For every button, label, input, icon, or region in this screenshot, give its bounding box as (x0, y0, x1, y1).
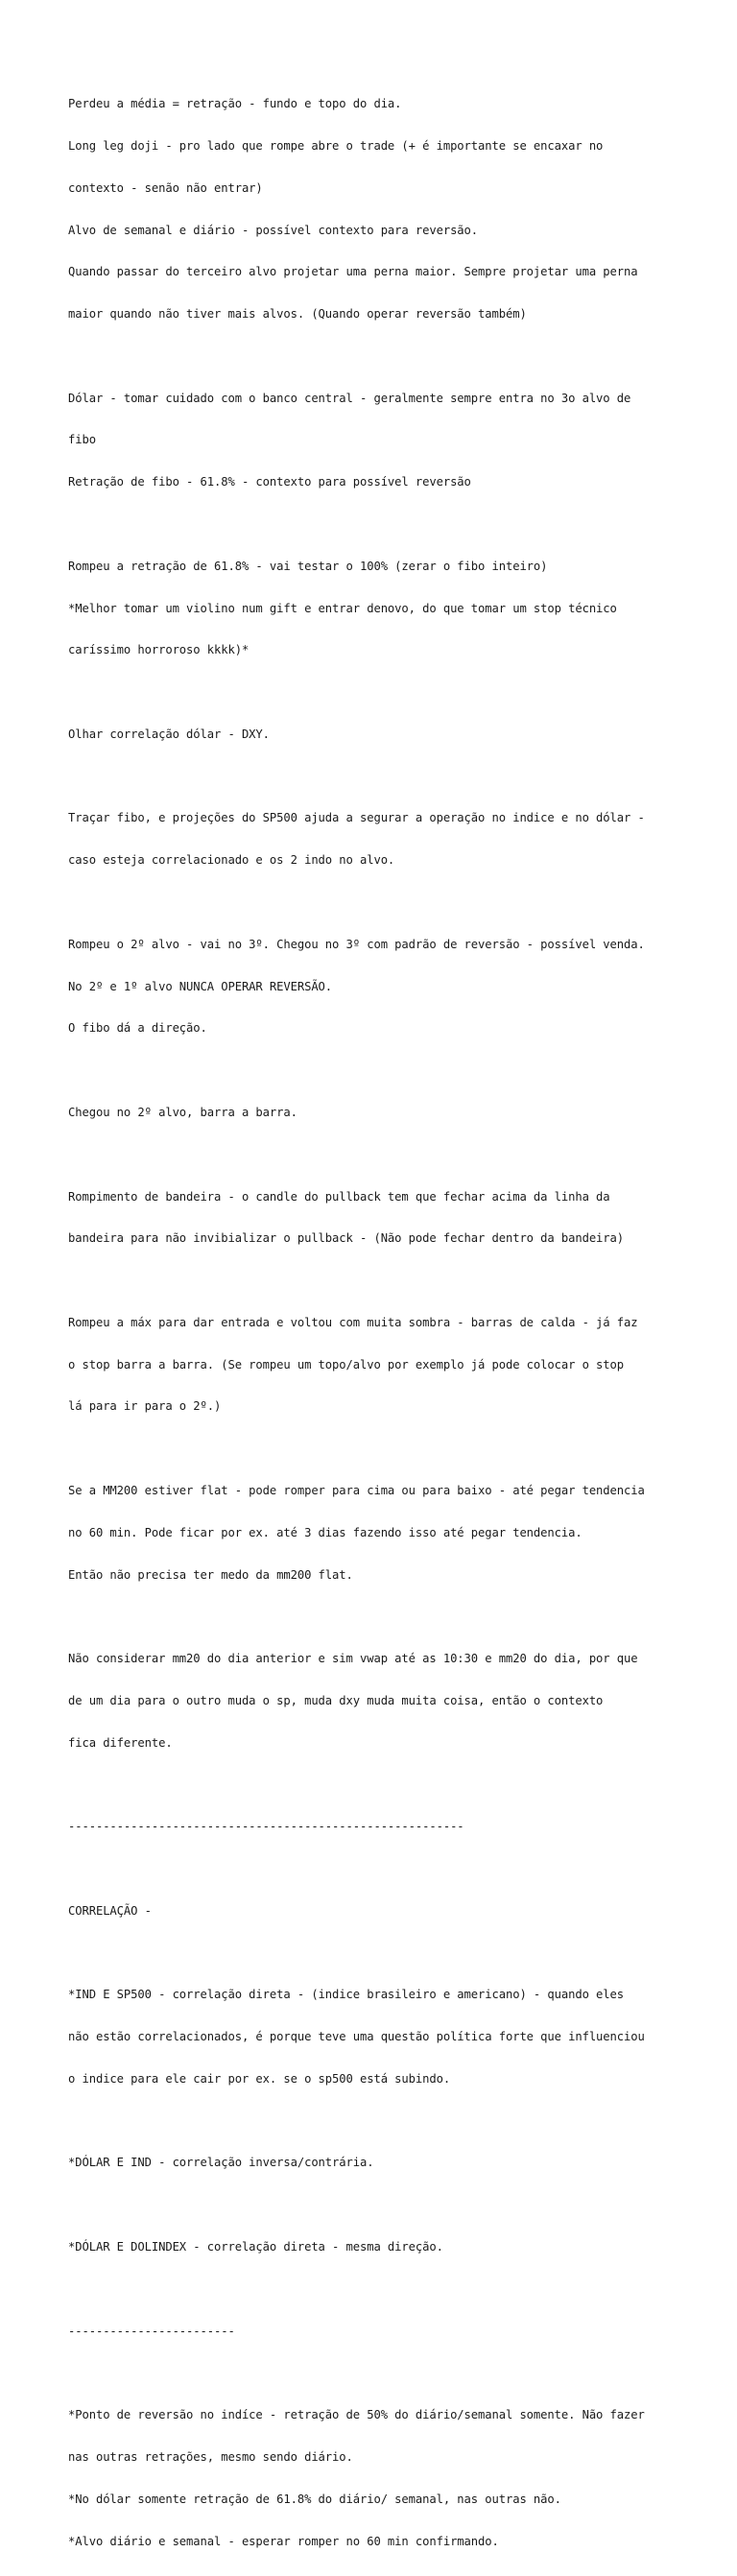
text-line: lá para ir para o 2º.) (68, 1399, 222, 1414)
text-line: Retração de fibo - 61.8% - contexto para possível reversão (68, 475, 471, 489)
paragraph-rompeu-max (68, 1288, 682, 1443)
paragraph-gap (68, 349, 682, 364)
paragraph-gap (68, 1274, 682, 1288)
text-line: Rompimento de bandeira - o candle do pullback tem que fechar acima da linha da (68, 1189, 610, 1204)
section-heading-correlacao (68, 1876, 682, 1946)
paragraph-gap (68, 1063, 682, 1078)
text-line: fica diferente. (68, 1735, 173, 1750)
text-line: nas outras retrações, mesmo sendo diário. (68, 2449, 353, 2464)
paragraph-gap (68, 1946, 682, 1961)
paragraph-rompeu-2-alvo (68, 910, 682, 1064)
paragraph-gap (68, 1862, 682, 1876)
text-line: Não considerar mm20 do dia anterior e sim vwap até as 10:30 e mm20 do dia, por que (68, 1652, 638, 1666)
document-body (68, 69, 682, 2576)
paragraph-dolar-dolindex (68, 2212, 682, 2282)
text-line: *Ponto de reversão no indíce - retração de 50% do diário/semanal somente. Não fazer (68, 2408, 645, 2422)
paragraph-mm200-flat (68, 1456, 682, 1610)
paragraph-gap (68, 1610, 682, 1624)
paragraph-media-retracao (68, 69, 682, 349)
paragraph-ind-sp500 (68, 1960, 682, 2114)
text-line: Olhar correlação dólar - DXY. (68, 727, 270, 741)
paragraph-dolar-ind (68, 2128, 682, 2198)
paragraph-mm20-vwap (68, 1624, 682, 1778)
paragraph-gap (68, 517, 682, 532)
text-line: Dólar - tomar cuidado com o banco central - geralmente sempre entra no 3o alvo de (68, 391, 631, 405)
text-line: O fibo dá a direção. (68, 1021, 207, 1036)
text-line: Se a MM200 estiver flat - pode romper para cima ou para baixo - até pegar tendencia (68, 1483, 645, 1497)
text-line: CORRELAÇÃO - (68, 1903, 152, 1918)
text-line: Então não precisa ter medo da mm200 flat. (68, 1567, 353, 1582)
text-line: caso esteja correlacionado e os 2 indo no alvo. (68, 853, 395, 868)
text-line: fibo (68, 433, 96, 447)
text-line: ------------------------ (68, 2324, 235, 2338)
text-line: Long leg doji - pro lado que rompe abre o trade (+ é importante se encaxar no (68, 138, 604, 153)
paragraph-gap (68, 1442, 682, 1456)
paragraph-rompeu-retracao (68, 532, 682, 686)
text-line: *Melhor tomar um violino num gift e entrar denovo, do que tomar um stop técnico (68, 601, 617, 615)
text-line: contexto - senão não entrar) (68, 180, 263, 195)
text-line: Perdeu a média = retração - fundo e topo do dia. (68, 97, 402, 111)
text-line: o stop barra a barra. (Se rompeu um topo/alvo por exemplo já pode colocar o stop (68, 1357, 625, 1371)
text-line: Rompeu o 2º alvo - vai no 3º. Chegou no 3º com padrão de reversão - possível venda. (68, 937, 645, 951)
paragraph-ponto-reversao (68, 2380, 682, 2576)
paragraph-gap (68, 2366, 682, 2380)
text-line: Chegou no 2º alvo, barra a barra. (68, 1105, 297, 1119)
paragraph-correlacao-dxy (68, 700, 682, 770)
text-line: Rompeu a retração de 61.8% - vai testar o 100% (zerar o fibo inteiro) (68, 559, 548, 573)
text-line: de um dia para o outro muda o sp, muda dxy muda muita coisa, então o contexto (68, 1693, 604, 1707)
text-line: Traçar fibo, e projeções do SP500 ajuda a segurar a operação no indice e no dólar - (68, 811, 645, 825)
paragraph-tracar-fibo (68, 783, 682, 895)
text-line: caríssimo horroroso kkkk)* (68, 643, 250, 657)
text-line: *Alvo diário e semanal - esperar romper no 60 min confirmando. (68, 2534, 499, 2548)
text-line: Quando passar do terceiro alvo projetar uma perna maior. Sempre projetar uma perna (68, 265, 638, 279)
text-line: maior quando não tiver mais alvos. (Quando operar reversão também) (68, 307, 527, 322)
paragraph-rompimento-bandeira (68, 1161, 682, 1274)
paragraph-chegou-2-alvo (68, 1078, 682, 1148)
text-line: *DÓLAR E IND - correlação inversa/contrária. (68, 2156, 374, 2170)
text-line: no 60 min. Pode ficar por ex. até 3 dias fazendo isso até pegar tendencia. (68, 1525, 582, 1539)
text-line: *No dólar somente retração de 61.8% do diário/ semanal, nas outras não. (68, 2492, 561, 2506)
paragraph-gap (68, 2198, 682, 2212)
text-line: Rompeu a máx para dar entrada e voltou com muita sombra - barras de calda - já faz (68, 1315, 638, 1329)
text-line: No 2º e 1º alvo NUNCA OPERAR REVERSÃO. (68, 979, 333, 993)
text-line: --------------------------------------------------------- (68, 1820, 464, 1834)
paragraph-gap (68, 1148, 682, 1162)
text-line: *IND E SP500 - correlação direta - (indice brasileiro e americano) - quando eles (68, 1988, 625, 2002)
paragraph-gap (68, 2282, 682, 2297)
text-line: não estão correlacionados, é porque teve uma questão política forte que influenciou (68, 2030, 645, 2044)
separator-long (68, 1792, 682, 1862)
paragraph-dolar-banco-central (68, 363, 682, 517)
paragraph-gap (68, 2114, 682, 2129)
text-line: Alvo de semanal e diário - possível contexto para reversão. (68, 223, 479, 237)
paragraph-gap (68, 895, 682, 910)
paragraph-gap (68, 770, 682, 784)
separator-short (68, 2296, 682, 2366)
paragraph-gap (68, 1777, 682, 1792)
text-line: bandeira para não invibializar o pullback - (Não pode fechar dentro da bandeira) (68, 1231, 625, 1246)
text-line: o indice para ele cair por ex. se o sp500 está subindo. (68, 2071, 451, 2086)
text-line: *DÓLAR E DOLINDEX - correlação direta - mesma direção. (68, 2240, 443, 2254)
paragraph-gap (68, 685, 682, 700)
